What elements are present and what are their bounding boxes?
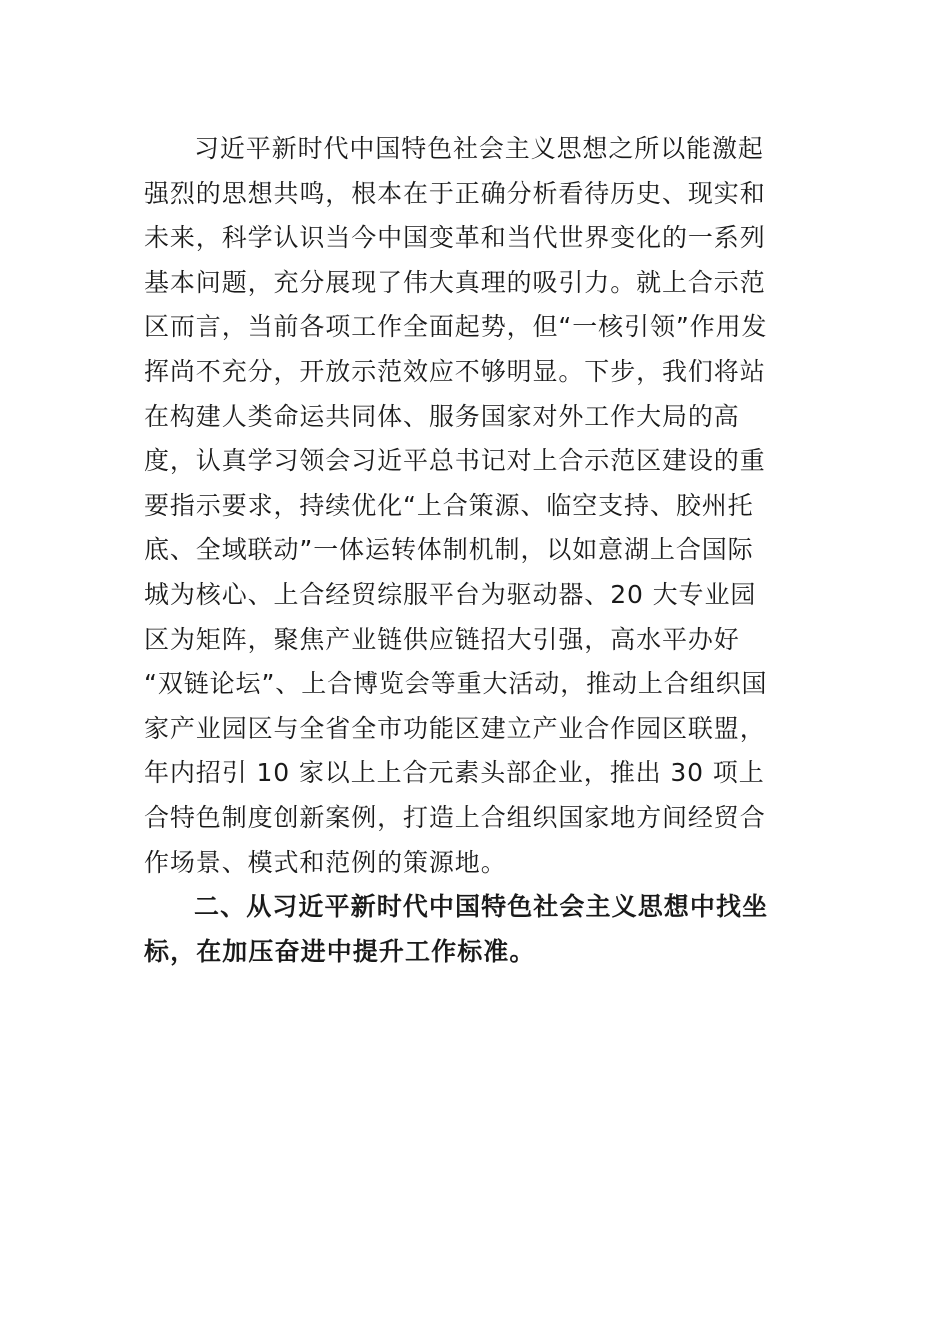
heading-line: 标，在加压奋进中提升工作标准。: [144, 936, 536, 966]
paragraph-line: 城为核心、上合经贸综服平台为驱动器、20 大专业园: [144, 579, 757, 609]
section-heading: [144, 885, 804, 974]
paragraph-line: 要指示要求，持续优化“上合策源、临空支持、胶州托: [144, 490, 754, 520]
body-paragraph: [144, 127, 804, 885]
paragraph-line: 年内招引 10 家以上上合元素头部企业，推出 30 项上: [144, 758, 765, 788]
paragraph-line: 习近平新时代中国特色社会主义思想之所以能激起: [194, 134, 764, 163]
paragraph-line: 合特色制度创新案例，打造上合组织国家地方间经贸合: [144, 802, 766, 832]
paragraph-line: 挥尚不充分，开放示范效应不够明显。下步，我们将站: [144, 356, 766, 386]
document-body: [144, 127, 804, 974]
paragraph-line: 区为矩阵，聚焦产业链供应链招大引强，高水平办好: [144, 624, 740, 654]
paragraph-line: 底、全域联动”一体运转体制机制，以如意湖上合国际: [144, 535, 754, 565]
paragraph-line: 未来，科学认识当今中国变革和当代世界变化的一系列: [144, 223, 766, 253]
paragraph-line: 作场景、模式和范例的策源地。: [144, 847, 507, 877]
paragraph-line: 基本问题，充分展现了伟大真理的吸引力。就上合示范: [144, 267, 766, 297]
heading-line: 二、从习近平新时代中国特色社会主义思想中找坐: [194, 892, 769, 922]
paragraph-line: 强烈的思想共鸣，根本在于正确分析看待历史、现实和: [144, 178, 766, 208]
paragraph-line: “双链论坛”、上合博览会等重大活动，推动上合组织国: [144, 669, 768, 699]
paragraph-line: 家产业园区与全省全市功能区建立产业合作园区联盟，: [144, 713, 766, 743]
paragraph-line: 区而言，当前各项工作全面起势，但“一核引领”作用发: [144, 312, 768, 342]
paragraph-line: 在构建人类命运共同体、服务国家对外工作大局的高: [144, 401, 740, 431]
paragraph-line: 度，认真学习领会习近平总书记对上合示范区建设的重: [144, 446, 766, 476]
